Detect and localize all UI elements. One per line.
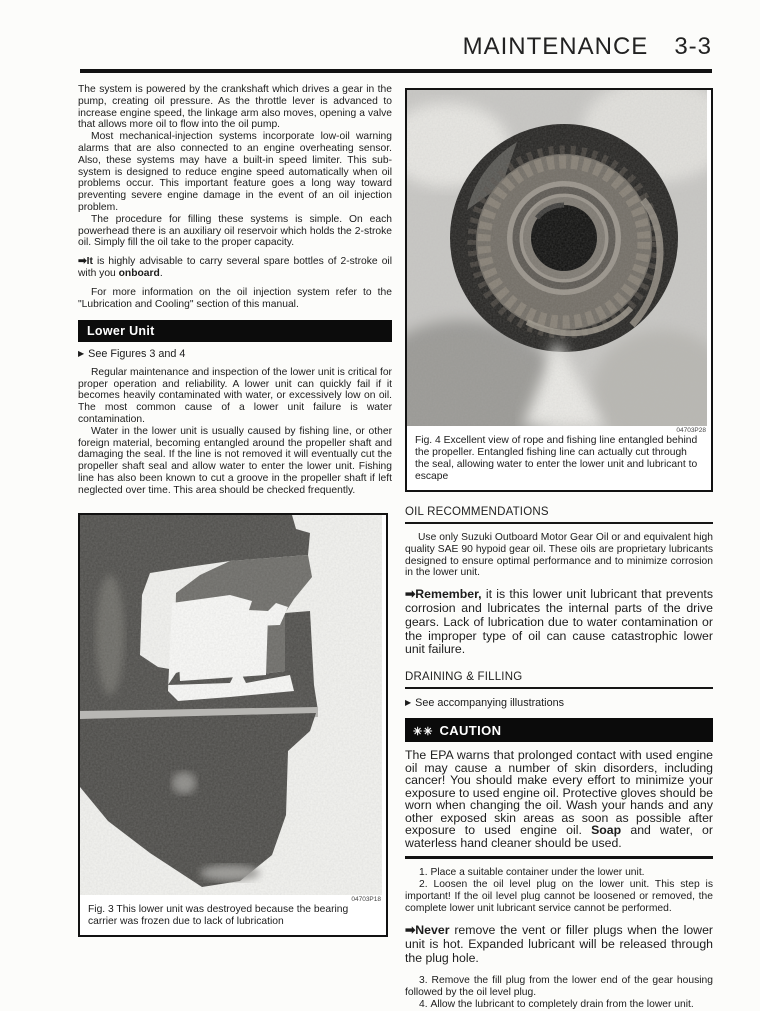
- photo-code: 04703P18: [351, 895, 381, 903]
- caution-text: The EPA warns that prolonged contact with used engine oil may cause a number of skin disorders, including cancer! You should make every effort to minimize your exposure to used engine oil. Protective gloves should be worn when changing the oil. Wash your hands and any other exposed skin areas as soon as possible after exposure to used engine oil. Soap and water, or waterless hand cleaner should be used.: [405, 748, 713, 850]
- page-number: 3-3: [674, 33, 712, 60]
- heading-oil-recommendations: OIL RECOMMENDATIONS: [405, 506, 713, 524]
- paragraph: The procedure for filling these systems is simple. On each powerhead there is an auxiliary oil reservoir which holds the 2-stroke oil. Simply fill the oil take to the proper capacity.: [78, 213, 392, 249]
- divider-rule: [405, 856, 713, 859]
- paragraph: For more information on the oil injection system refer to the "Lubrication and Cooling" section of this manual.: [78, 287, 392, 310]
- paragraph: Most mechanical-injection systems incorporate low-oil warning alarms that are also connected to an engine overheating sensor. Also, these systems may have a built-in speed limiter. This sub-system is designed to reduce engine speed automatically when oil problems occur. This important feature goes a long way toward preventing severe engine damage in the event of an oil injection problem.: [78, 131, 392, 213]
- paragraph: The system is powered by the crankshaft which drives a gear in the pump, creating oil pressure. As the throttle lever is advanced to increase engine speed, the linkage arm also moves, opening a valve that allows more oil to flow into the oil pump.: [78, 84, 392, 131]
- note-remember: ➡Remember, it is this lower unit lubricant that prevents corrosion and lubricates the internal parts of the drive gears. Lack of lubrication due to water contamination or the improper type of oil can cause catastrophic lower unit failure.: [405, 587, 713, 657]
- figure-3: [78, 513, 388, 937]
- step-1: 1. Place a suitable container under the lower unit.: [419, 867, 645, 879]
- caution-label: CAUTION: [439, 723, 502, 739]
- see-reference: ▶ See accompanying illustrations: [405, 697, 564, 710]
- note-arrow-icon: ➡Remember,: [405, 587, 482, 602]
- page-header: [463, 33, 712, 61]
- photo-code: 04703P28: [676, 427, 706, 434]
- note-arrow-icon: ➡It: [78, 256, 93, 268]
- note-arrow-icon: ➡Never: [405, 923, 450, 938]
- figure-3-caption: Fig. 3 This lower unit was destroyed because the bearing carrier was frozen due to lack of lubrication: [88, 903, 349, 927]
- note-spare-oil: ➡It is highly advisable to carry several spare bottles of 2-stroke oil with you onboard.: [78, 256, 392, 280]
- right-column: [405, 88, 713, 1011]
- page-title: MAINTENANCE: [462, 33, 649, 60]
- pointer-bullet-icon: ▶: [405, 698, 412, 708]
- header-rule: [80, 69, 712, 73]
- paragraph: Regular maintenance and inspection of the lower unit is critical for proper operation and reliability. A lower unit can quickly fail if it becomes heavily contaminated with water, or excessively low on oil. The most common cause of a lower unit failure is water contamination.: [78, 366, 392, 425]
- note-never: ➡Never remove the vent or filler plugs when the lower unit is hot. Expanded lubricant will be released through the plug hole.: [405, 923, 713, 965]
- section-header-lower-unit: Lower Unit: [78, 320, 392, 342]
- caution-header: [405, 718, 713, 742]
- figure-4-caption: Fig. 4 Excellent view of rope and fishing line entangled behind the propeller. Entangled fishing line can actually cut through the seal, allowing water to enter the lower unit and lubricant to escape: [415, 435, 698, 482]
- see-reference: ▶ See Figures 3 and 4: [78, 347, 186, 360]
- left-column: [78, 84, 392, 937]
- paragraph: Water in the lower unit is usually caused by fishing line, or other foreign material, becoming entangled around the propeller shaft and damaging the seal. If the line is not removed it will eventually cut the propeller shaft seal and allow water to enter the lower unit. Fishing line has also been known to cut a groove in the propeller shaft if left neglected over time. This area should be checked frequently.: [78, 425, 392, 496]
- figure-3-photo: [80, 515, 382, 895]
- heading-draining-filling: DRAINING & FILLING: [405, 671, 713, 689]
- caution-stars-icon: ✳✳: [413, 726, 434, 739]
- step-3: 3. Remove the fill plug from the lower end of the gear housing followed by the oil level plug.: [405, 974, 713, 998]
- paragraph: Use only Suzuki Outboard Motor Gear Oil or and equivalent high quality SAE 90 hypoid gear oil. These oils are proprietary lubricants designed to ensure optimal performance and to minimize corrosion in the lower unit.: [405, 532, 713, 579]
- pointer-bullet-icon: ▶: [78, 348, 85, 358]
- figure-4: [405, 88, 713, 492]
- step-4: 4. Allow the lubricant to completely drain from the lower unit.: [419, 998, 694, 1010]
- step-2: 2. Loosen the oil level plug on the lower unit. This step is important! If the oil level plug cannot be loosened or removed, the complete lower unit lubricant service cannot be performed.: [405, 879, 713, 915]
- figure-4-photo: [407, 90, 707, 426]
